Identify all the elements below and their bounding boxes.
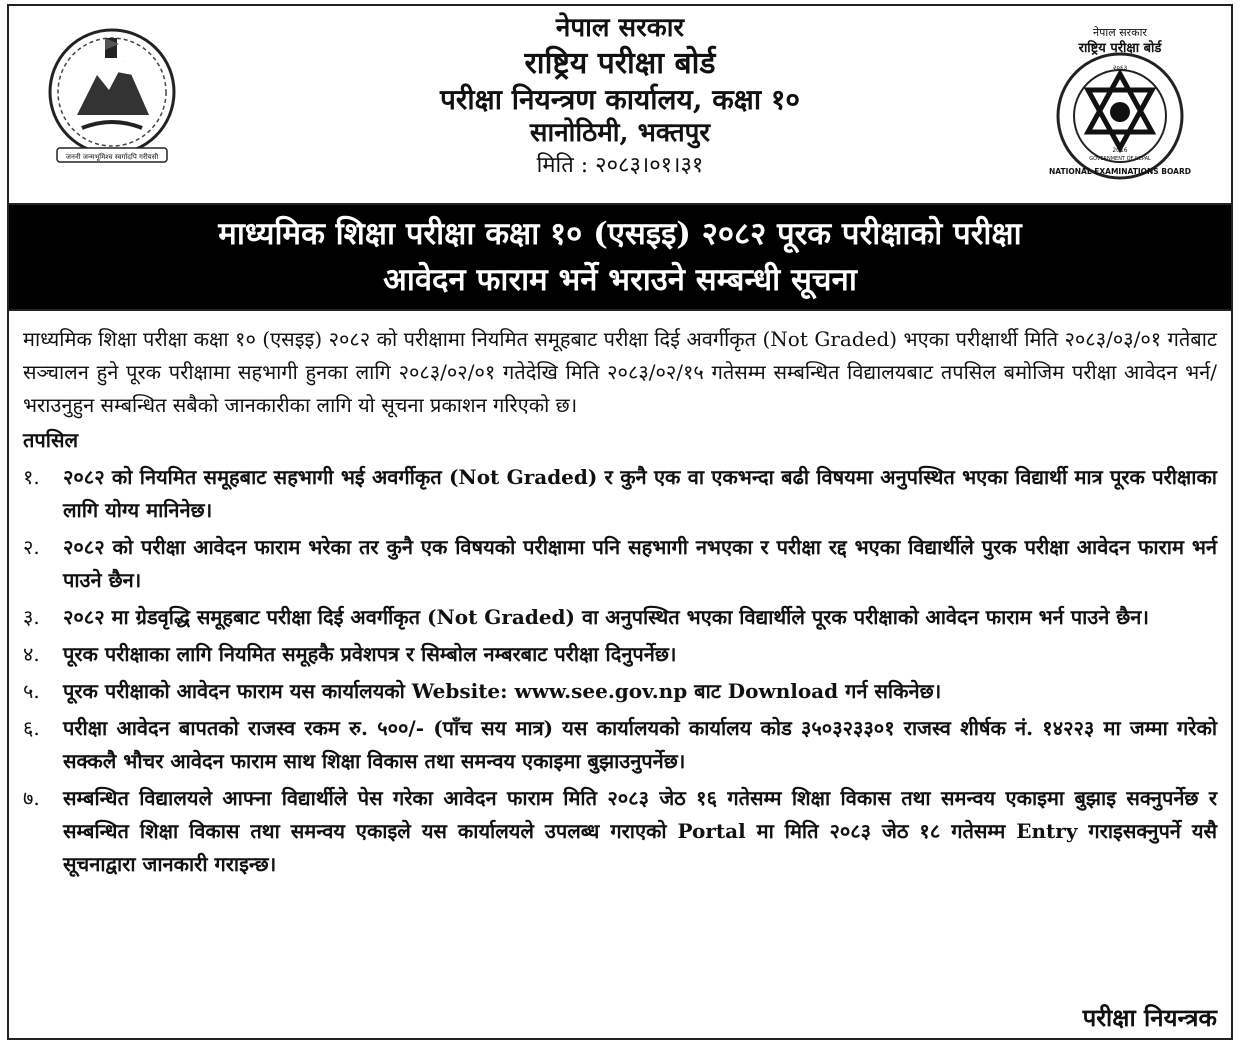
seal-arc-text: राष्ट्रिय परीक्षा बोर्ड — [1078, 41, 1162, 56]
seal-year: २०६३ — [1112, 64, 1128, 72]
item-number: ६. — [23, 716, 40, 740]
list-item — [23, 638, 1217, 671]
banner-line-2: आवेदन फाराम भर्ने भराउने सम्बन्धी सूचना — [383, 262, 857, 298]
board-name: राष्ट्रिय परीक्षा बोर्ड — [524, 45, 716, 81]
list-item — [23, 675, 1217, 708]
seal-year-en: 2016 — [1112, 147, 1128, 154]
item-text: २०८२ मा ग्रेडवृद्धि समूहबाट परीक्षा दिई अवर्गीकृत (Not Graded) वा अनुपस्थित भएका विद्यार्थीले पूरक परीक्षाको आवेदन फाराम भर्न पाउने छैन। — [63, 605, 1149, 629]
banner-line-1: माध्यमिक शिक्षा परीक्षा कक्षा १० (एसइइ) २०८२ पूरक परीक्षाको परीक्षा — [218, 216, 1022, 252]
item-text: परीक्षा आवेदन बापतको राजस्व रकम रु. ५००/- (पाँच सय मात्र) यस कार्यालयको कार्यालय कोड ३५०३२३३०१ राजस्व शीर्षक नं. १४२२३ मा जम्मा गरेको सक्कलै भौचर आवेदन फाराम साथ शिक्षा विकास तथा समन्वय एकाइमा बुझाउनुपर्नेछ। — [63, 716, 1217, 773]
nepal-government-emblem — [37, 20, 187, 170]
seal-gov-text: GOVERNMENT OF NEPAL — [1089, 156, 1151, 162]
notice-title-banner — [9, 205, 1231, 311]
office-address: सानोठिमी, भक्तपुर — [529, 118, 711, 148]
item-text: २०८२ को नियमित समूहबाट सहभागी भई अवर्गीकृत (Not Graded) र कुनै एक वा एकभन्दा बढी विषयमा अनुपस्थित भएका विद्यार्थी मात्र पूरक परीक्षाका लागि योग्य मानिनेछ। — [63, 465, 1217, 522]
list-item — [23, 782, 1217, 881]
emblem-motto: जननी जन्मभूमिश्च स्वर्गादपि गरीयसी — [65, 153, 159, 161]
notice-document — [7, 4, 1233, 1040]
item-text: पूरक परीक्षाका लागि नियमित समूहकै प्रवेशपत्र र सिम्बोल नम्बरबाट परीक्षा दिनुपर्नेछ। — [63, 642, 677, 666]
item-number: २. — [23, 535, 40, 559]
list-item — [23, 601, 1217, 634]
notice-date: मिति : २०८३।०१।३१ — [536, 152, 704, 178]
signatory-title: परीक्षा नियन्त्रक — [1082, 1003, 1217, 1032]
item-number: ४. — [23, 642, 40, 666]
item-text: सम्बन्धित विद्यालयले आफ्ना विद्यार्थीले पेस गरेका आवेदन फाराम मिति २०८३ जेठ १६ गतेसम्म शिक्षा विकास तथा समन्वय एकाइमा बुझाइ सक्नुपर्नेछ र सम्बन्धित शिक्षा विकास तथा समन्वय एकाइले यस कार्यालयले उपलब्ध गराएको Portal मा मिति २०८३ जेठ १८ गतेसम्म Entry गराइसक्नुपर्ने यसै सूचनाद्वारा जानकारी गराइन्छ। — [63, 786, 1217, 876]
list-item — [23, 712, 1217, 778]
item-number: १. — [23, 465, 40, 489]
examination-board-seal — [1048, 24, 1193, 184]
notice-body — [9, 311, 1231, 881]
office-name: परीक्षा नियन्त्रण कार्यालय, कक्षा १० — [440, 83, 800, 116]
seal-bottom-text: NATIONAL EXAMINATIONS BOARD — [1049, 167, 1191, 176]
item-text: २०८२ को परीक्षा आवेदन फाराम भरेका तर कुनै एक विषयको परीक्षामा पनि सहभागी नभएका र परीक्षा रद्द भएका विद्यार्थीले पुरक परीक्षा आवेदन फाराम भर्न पाउने छैन। — [63, 535, 1217, 592]
seal-top-text: नेपाल सरकार — [1093, 26, 1147, 39]
list-item — [23, 461, 1217, 527]
details-heading: तपसिल — [23, 428, 79, 452]
item-number: ७. — [23, 786, 40, 810]
item-number: ३. — [23, 605, 40, 629]
details-list — [23, 461, 1217, 881]
item-text: पूरक परीक्षाको आवेदन फाराम यस कार्यालयको Website: www.see.gov.np बाट Download गर्न सकिनेछ। — [63, 679, 942, 703]
item-number: ५. — [23, 679, 40, 703]
list-item — [23, 531, 1217, 597]
government-name: नेपाल सरकार — [555, 13, 685, 43]
notice-header — [9, 6, 1231, 205]
intro-paragraph: माध्यमिक शिक्षा परीक्षा कक्षा १० (एसइइ) २०८२ को परीक्षामा नियमित समूहबाट परीक्षा दिई अवर्गीकृत (Not Graded) भएका परीक्षार्थी मिति २०८३/०३/०१ गतेबाट सञ्चालन हुने पूरक परीक्षामा सहभागी हुनका लागि २०८३/०२/०१ गतेदेखि मिति २०८३/०२/१५ गतेसम्म सम्बन्धित विद्यालयबाट तपसिल बमोजिम परीक्षा आवेदन भर्न/भराउनुहुन सम्बन्धित सबैको जानकारीका लागि यो सूचना प्रकाशन गरिएको छ। — [23, 327, 1217, 417]
